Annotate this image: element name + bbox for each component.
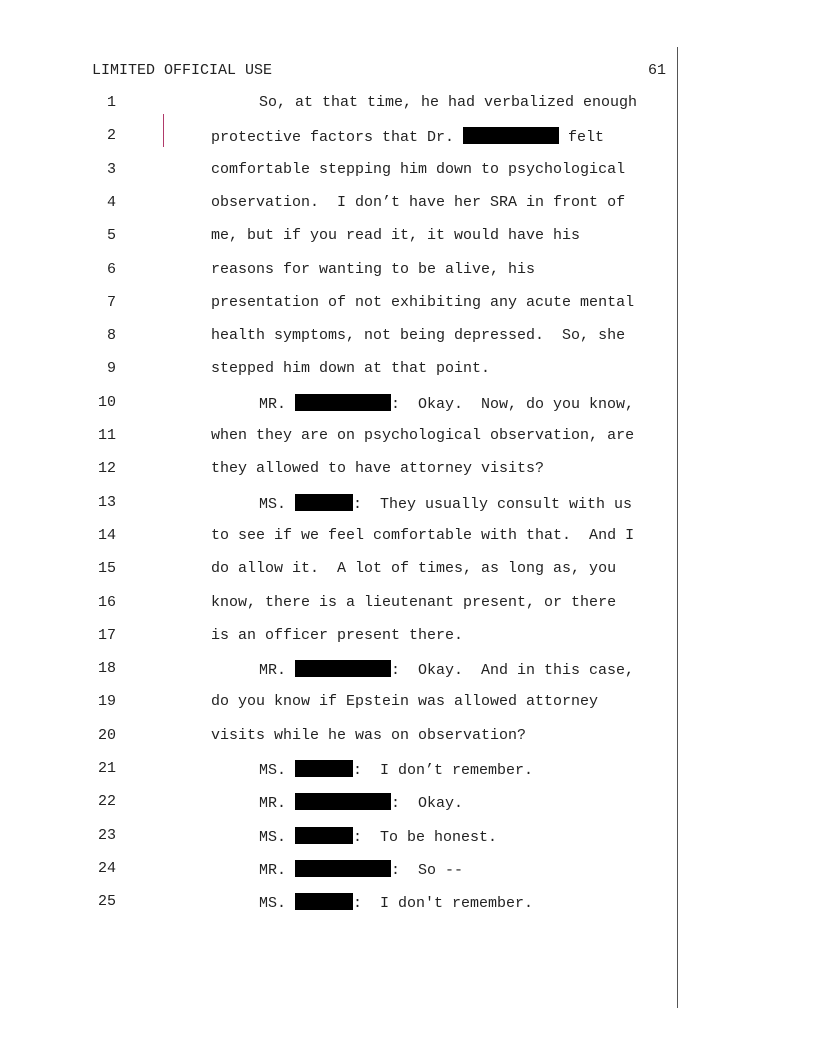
line-text	[211, 727, 526, 744]
line-number: 15	[97, 560, 116, 578]
text-segment: comfortable stepping him down to psychological	[211, 160, 626, 178]
redaction-box	[295, 793, 391, 810]
redaction-box	[295, 660, 391, 677]
text-segment: : They usually consult with us	[353, 495, 633, 513]
line-text	[211, 527, 634, 544]
line-number: 5	[106, 227, 116, 245]
text-segment: : Okay. And in this case,	[391, 662, 635, 680]
transcript-line	[0, 94, 816, 114]
transcript-line	[0, 893, 816, 913]
redaction-box	[295, 827, 353, 844]
line-number: 22	[97, 793, 116, 811]
line-number: 7	[106, 293, 116, 311]
line-number: 6	[106, 260, 116, 278]
text-segment: : So --	[391, 861, 464, 879]
line-text	[211, 161, 625, 178]
line-text	[259, 660, 634, 679]
line-number: 12	[97, 460, 116, 478]
transcript-line	[0, 594, 816, 614]
line-text	[211, 594, 616, 611]
text-segment: : To be honest.	[353, 828, 498, 846]
transcript-line	[0, 194, 816, 214]
transcript-line	[0, 693, 816, 713]
text-segment: reasons for wanting to be alive, his	[211, 260, 536, 278]
line-text	[211, 360, 490, 377]
text-segment: : I don’t remember.	[353, 762, 534, 779]
line-number: 17	[97, 626, 116, 644]
transcript-line	[0, 360, 816, 380]
text-segment: visits while he was on observation?	[211, 726, 527, 744]
transcript-line	[0, 161, 816, 181]
line-number: 16	[97, 593, 116, 611]
transcript-line	[0, 727, 816, 747]
line-text	[211, 294, 634, 311]
line-text	[211, 460, 544, 477]
text-segment: protective factors that Dr.	[211, 129, 464, 147]
transcript-line	[0, 127, 816, 147]
text-segment: MR.	[259, 795, 296, 813]
transcript-line	[0, 327, 816, 347]
transcript-line	[0, 860, 816, 880]
line-number: 4	[106, 193, 116, 211]
line-number: 2	[106, 127, 116, 145]
text-segment: observation. I don’t have her SRA in front of	[211, 193, 626, 211]
line-text	[259, 494, 632, 513]
transcript-line	[0, 827, 816, 847]
line-text	[259, 893, 533, 912]
line-number: 20	[97, 726, 116, 744]
transcript-line	[0, 394, 816, 414]
line-text	[211, 194, 625, 211]
text-segment: to see if we feel comfortable with that. And I	[211, 526, 635, 544]
redaction-box	[295, 394, 391, 411]
text-segment: felt	[559, 129, 605, 147]
line-number: 18	[97, 660, 116, 678]
redaction-box	[295, 760, 353, 777]
transcript-line	[0, 294, 816, 314]
line-text	[211, 560, 616, 577]
page-number: 61	[647, 62, 666, 79]
line-number: 3	[106, 160, 116, 178]
transcript-line	[0, 494, 816, 514]
line-number: 21	[97, 760, 116, 777]
line-number: 8	[106, 327, 116, 345]
line-text	[211, 627, 463, 644]
text-segment: when they are on psychological observation, are	[211, 427, 635, 444]
line-text	[211, 261, 535, 278]
text-segment: stepped him down at that point.	[211, 360, 491, 378]
redaction-box	[295, 860, 391, 877]
line-text	[211, 327, 625, 344]
transcript-line	[0, 760, 816, 780]
text-segment: health symptoms, not being depressed. So, she	[211, 327, 626, 345]
text-segment: me, but if you read it, it would have his	[211, 227, 581, 245]
text-segment: do allow it. A lot of times, as long as, you	[211, 560, 617, 578]
redaction-box	[295, 494, 353, 511]
text-segment: MR.	[259, 861, 296, 879]
transcript-line	[0, 560, 816, 580]
line-number: 24	[97, 859, 116, 877]
text-segment: do you know if Epstein was allowed attorney	[211, 693, 599, 711]
transcript-line	[0, 660, 816, 680]
line-text	[259, 793, 463, 812]
line-text	[259, 394, 634, 413]
line-number: 14	[97, 526, 116, 544]
text-segment: is an officer present there.	[211, 626, 464, 644]
line-text	[259, 827, 497, 846]
line-number: 19	[97, 693, 116, 711]
line-text	[211, 227, 580, 244]
text-segment: know, there is a lieutenant present, or there	[211, 593, 617, 611]
classification-header: LIMITED OFFICIAL USE	[92, 62, 273, 79]
text-segment: MS.	[259, 762, 296, 779]
text-segment: they allowed to have attorney visits?	[211, 460, 545, 478]
text-segment: MS.	[259, 828, 296, 846]
transcript-line	[0, 527, 816, 547]
text-segment: presentation of not exhibiting any acute mental	[211, 293, 635, 311]
transcript-line	[0, 460, 816, 480]
transcript-line	[0, 227, 816, 247]
redaction-box	[463, 127, 559, 144]
line-number: 1	[106, 94, 116, 111]
text-segment: MS.	[259, 895, 296, 913]
redaction-box	[295, 893, 353, 910]
line-number: 25	[97, 893, 116, 911]
line-number: 10	[97, 393, 116, 411]
line-text	[259, 94, 637, 111]
line-text	[211, 427, 634, 444]
text-segment: : Okay. Now, do you know,	[391, 395, 635, 413]
text-segment: MR.	[259, 662, 296, 680]
transcript-line	[0, 627, 816, 647]
text-segment: : Okay.	[391, 795, 464, 813]
text-segment: MS.	[259, 495, 296, 513]
line-number: 13	[97, 493, 116, 511]
transcript-line	[0, 427, 816, 447]
text-segment: So, at that time, he had verbalized enough	[259, 94, 638, 111]
line-number: 9	[106, 360, 116, 378]
transcript-line	[0, 793, 816, 813]
line-text	[259, 860, 463, 879]
line-text	[259, 760, 533, 779]
text-segment: MR.	[259, 395, 296, 413]
line-text	[211, 127, 604, 146]
line-text	[211, 693, 598, 710]
line-number: 11	[97, 427, 116, 444]
transcript-line	[0, 261, 816, 281]
line-number: 23	[97, 826, 116, 844]
text-segment: : I don't remember.	[353, 895, 534, 913]
